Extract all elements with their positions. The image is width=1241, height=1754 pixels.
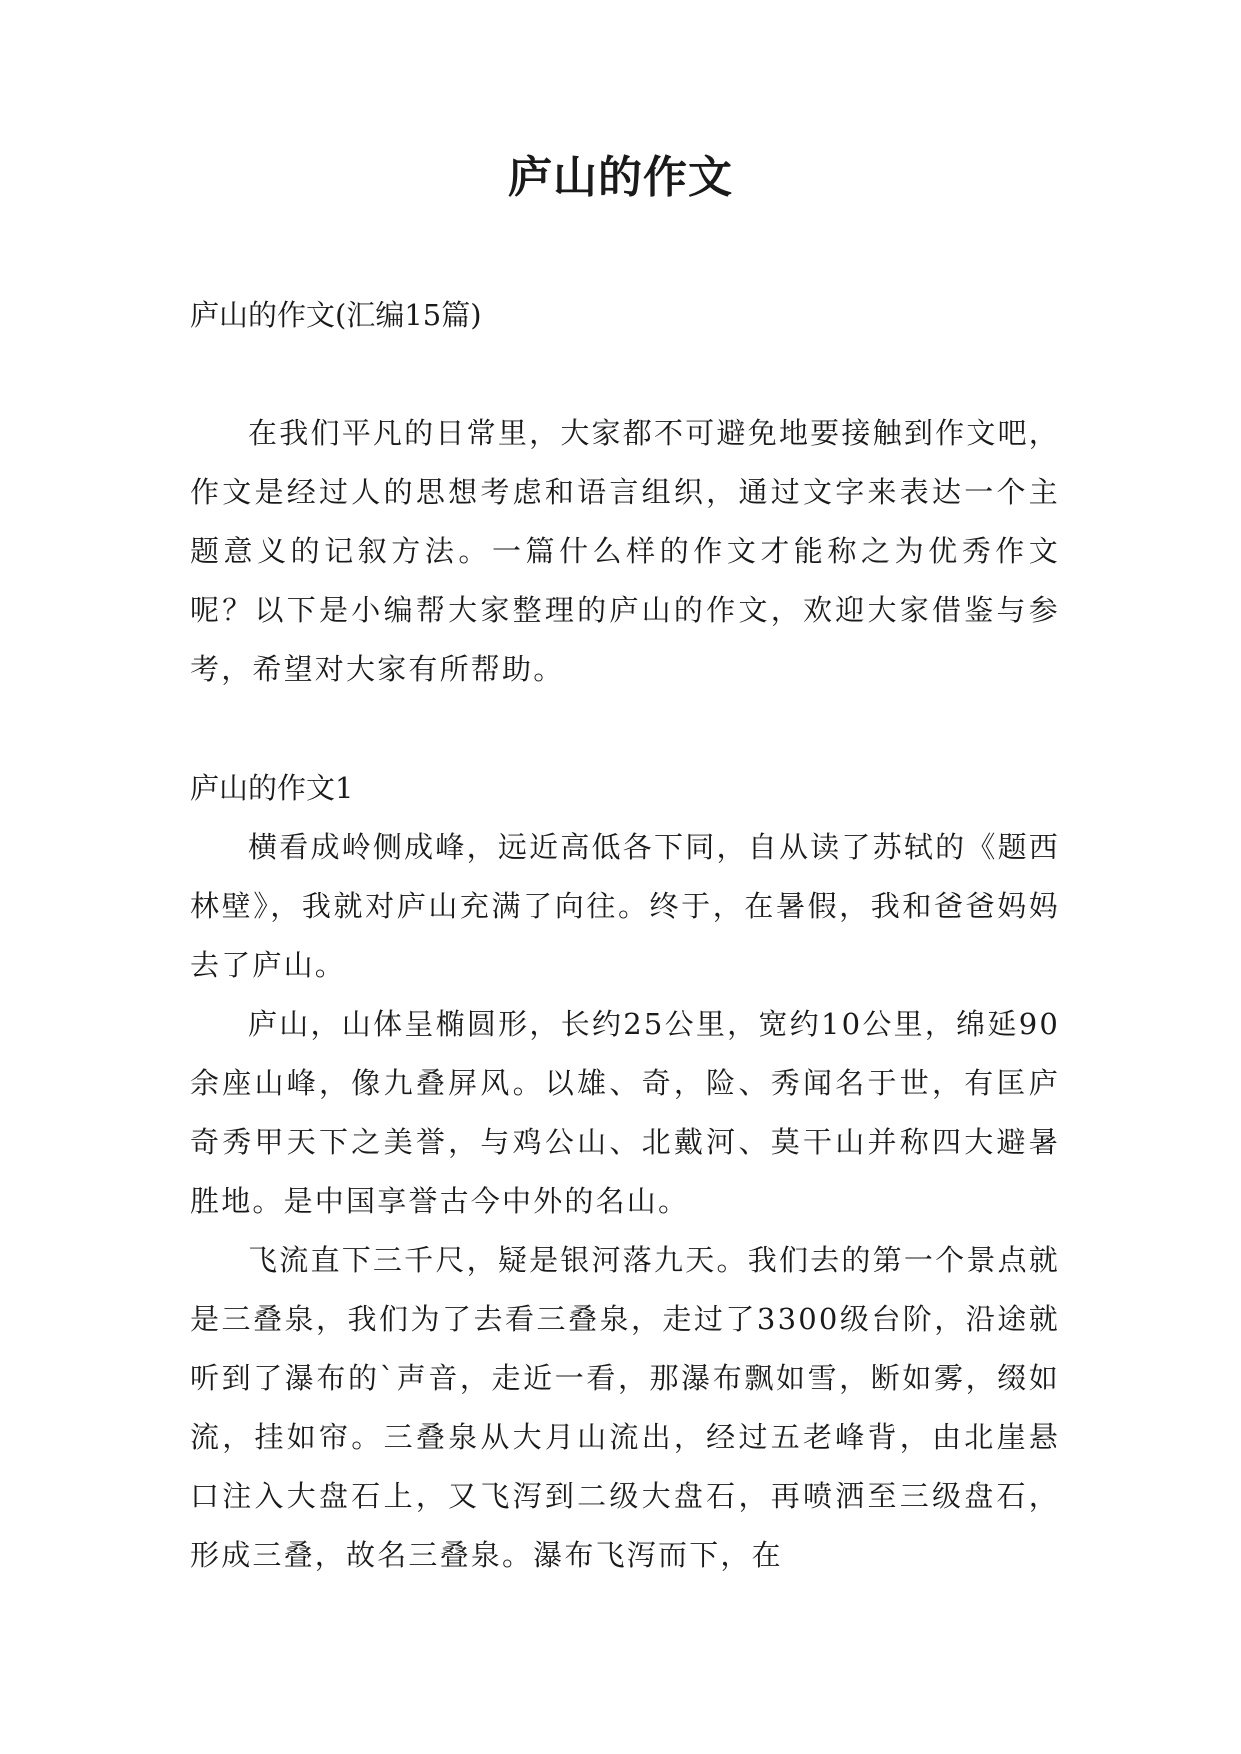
intro-paragraph: 在我们平凡的日常里，大家都不可避免地要接触到作文吧，作文是经过人的思想考虑和语言组织，通过文字来表达一个主题意义的记叙方法。一篇什么样的作文才能称之为优秀作文呢？以下是小编帮大家整理的庐山的作文，欢迎大家借鉴与参考，希望对大家有所帮助。 bbox=[190, 416, 1060, 686]
document-body bbox=[190, 286, 1060, 1585]
section-heading: 庐山的作文1 bbox=[190, 771, 354, 805]
body-paragraph: 横看成岭侧成峰，远近高低各下同，自从读了苏轼的《题西林壁》，我就对庐山充满了向往。终于，在暑假，我和爸爸妈妈去了庐山。 bbox=[190, 830, 1060, 982]
document-title: 庐山的作文 bbox=[508, 152, 733, 203]
body-paragraph: 庐山，山体呈椭圆形，长约25公里，宽约10公里，绵延90余座山峰，像九叠屏风。以雄、奇，险、秀闻名于世，有匡庐奇秀甲天下之美誉，与鸡公山、北戴河、莫干山并称四大避暑胜地。是中国享誉古今中外的名山。 bbox=[190, 1007, 1060, 1218]
document-subtitle: 庐山的作文(汇编15篇) bbox=[190, 298, 482, 332]
body-paragraph: 飞流直下三千尺，疑是银河落九天。我们去的第一个景点就是三叠泉，我们为了去看三叠泉，走过了3300级台阶，沿途就听到了瀑布的`声音，走近一看，那瀑布飘如雪，断如雾，缀如流，挂如帘。三叠泉从大月山流出，经过五老峰背，由北崖悬口注入大盘石上，又飞泻到二级大盘石，再喷洒至三级盘石，形成三叠，故名三叠泉。瀑布飞泻而下，在 bbox=[190, 1243, 1060, 1572]
